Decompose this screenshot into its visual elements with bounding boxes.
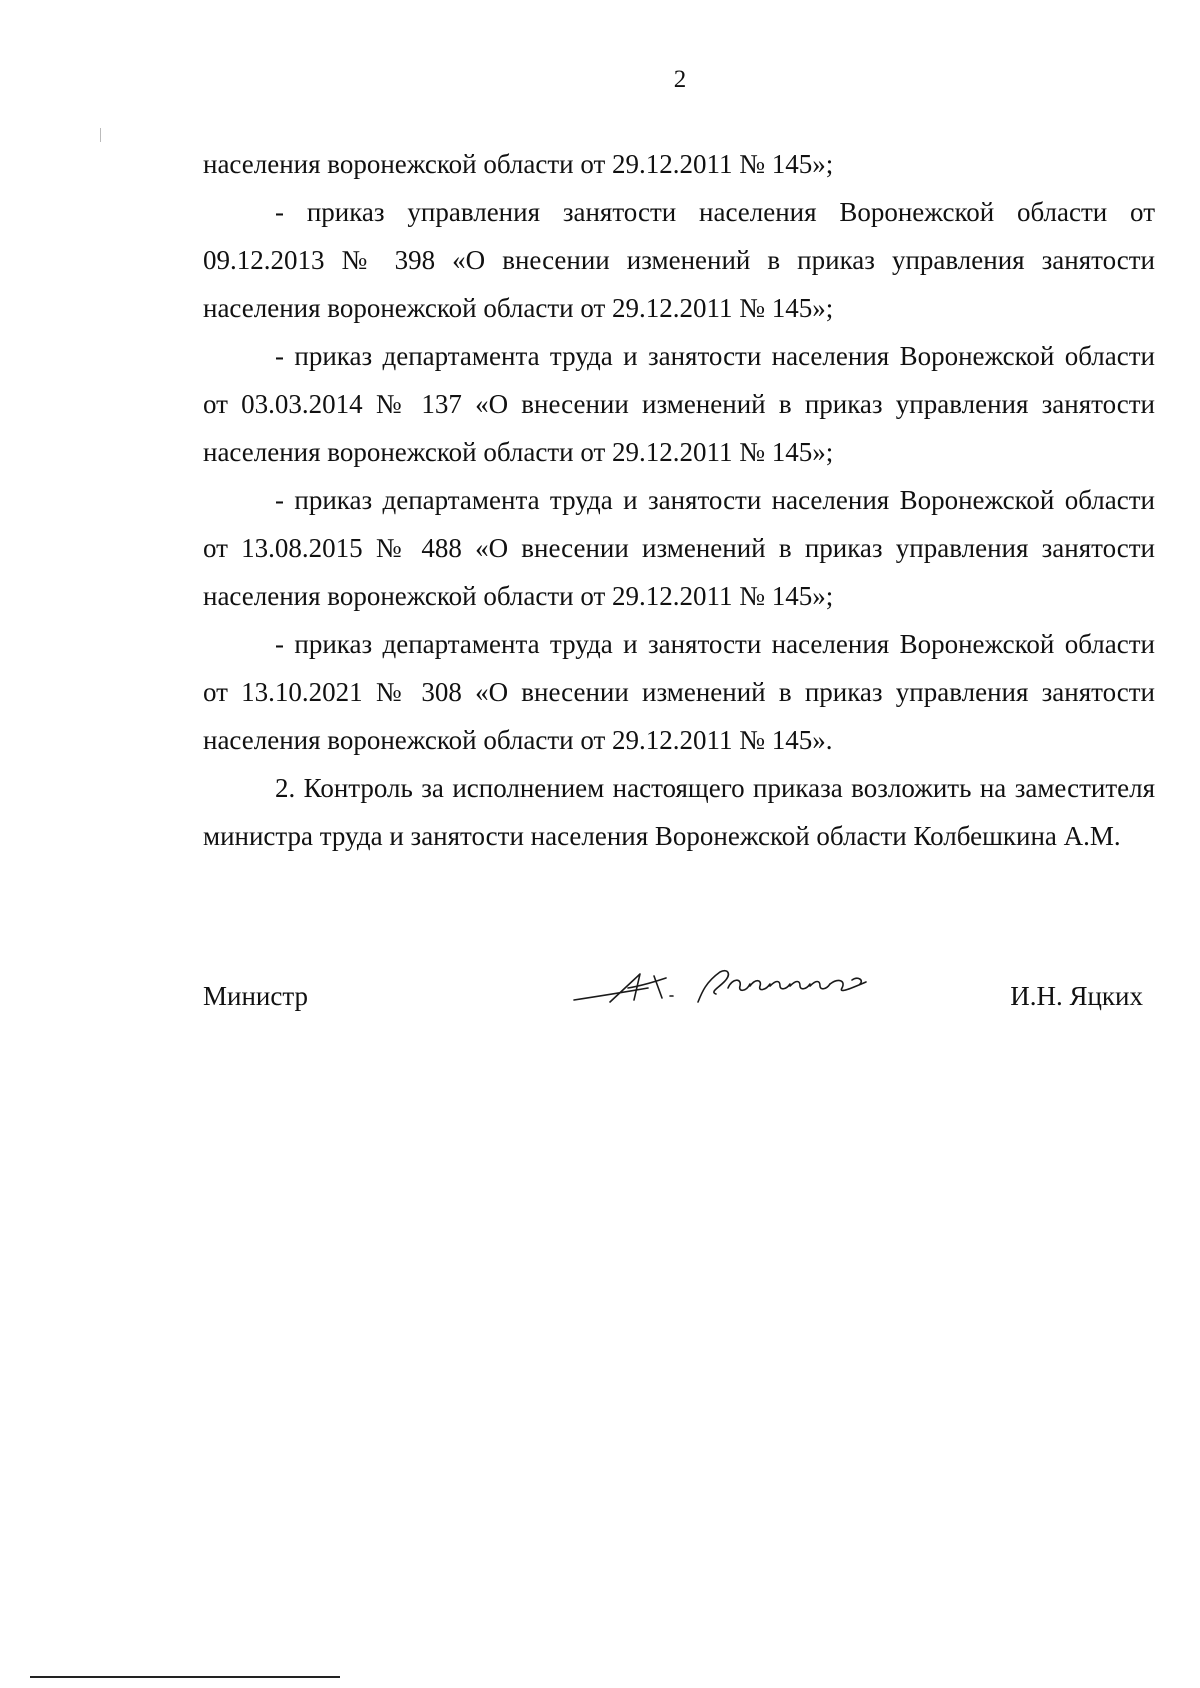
page-number: 2 (673, 66, 687, 93)
paragraph-control-clause: 2. Контроль за исполнением настоящего приказа возложить на заместителя министра труда и занятости населения Воронежской области Колбешкина А.М. (203, 773, 1155, 851)
footer-rule (30, 1676, 340, 1678)
paragraph-order-2014: - приказ департамента труда и занятости населения Воронежской области от 03.03.2014 № 137 «О внесении изменений в приказ управления занятости населения воронежской области от 29.12.2011 № 145»; (203, 341, 1155, 467)
document-body (203, 140, 1155, 860)
handwritten-signature (570, 958, 920, 1028)
paragraph-continuation: населения воронежской области от 29.12.2011 № 145»; (203, 149, 834, 179)
signature-block (203, 980, 1143, 1040)
scan-margin-mark (100, 128, 101, 142)
paragraph-order-2015: - приказ департамента труда и занятости населения Воронежской области от 13.08.2015 № 488 «О внесении изменений в приказ управления занятости населения воронежской области от 29.12.2011 № 145»; (203, 485, 1155, 611)
paragraph-order-2021: - приказ департамента труда и занятости населения Воронежской области от 13.10.2021 № 308 «О внесении изменений в приказ управления занятости населения воронежской области от 29.12.2011 № 145». (203, 629, 1155, 755)
signatory-title: Министр (203, 981, 308, 1011)
paragraph-order-2013: - приказ управления занятости населения Воронежской области от 09.12.2013 № 398 «О внесении изменений в приказ управления занятости населения воронежской области от 29.12.2011 № 145»; (203, 197, 1155, 323)
signatory-name: И.Н. Яцких (1010, 981, 1143, 1011)
